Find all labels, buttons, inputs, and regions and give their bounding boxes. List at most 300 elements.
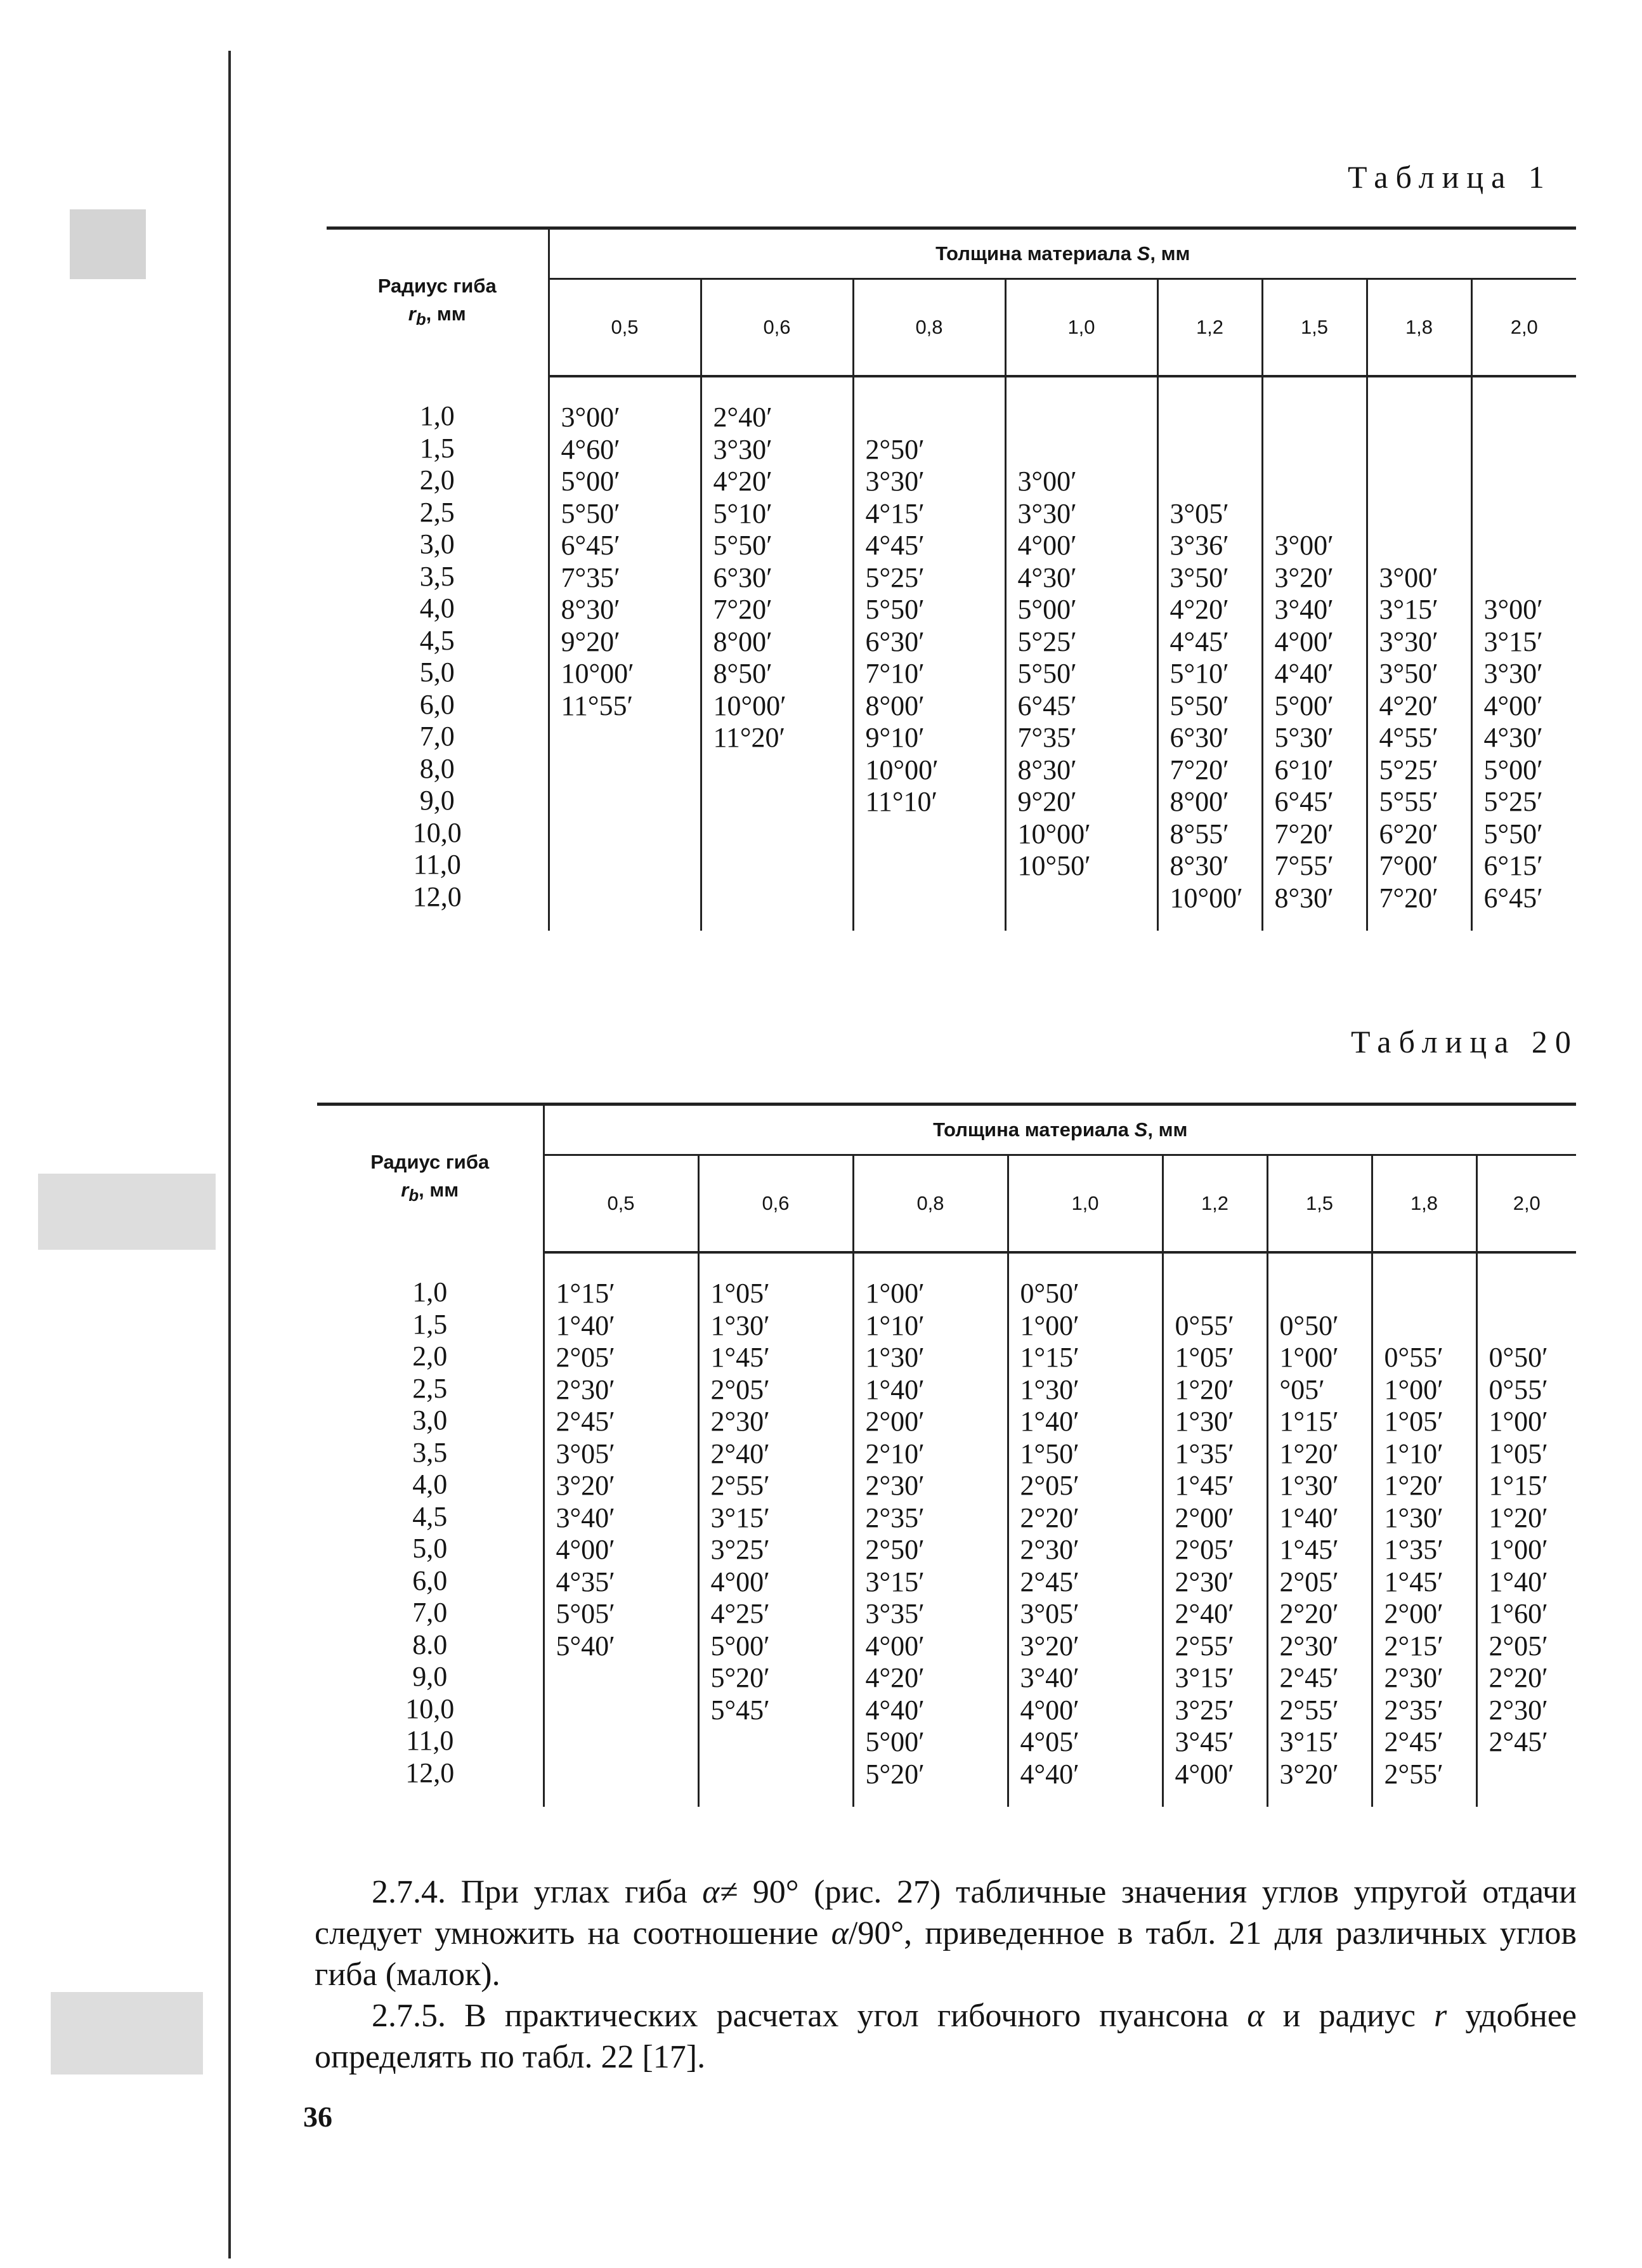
angle-value: 1°20′ [1175,1373,1234,1405]
table-row [317,1252,1576,1807]
angle-value: 9°20′ [1017,786,1077,817]
angle-value [1275,498,1366,530]
table-19-caption: Таблица 1 [1348,159,1568,195]
angle-column [1163,1252,1267,1807]
angle-value: 4°60′ [561,433,620,465]
angle-value: 5°10′ [713,497,772,529]
angle-value: 1°00′ [865,1278,925,1309]
angle-value: 8°55′ [1170,818,1229,849]
thickness-column-header: 2,0 [1476,1155,1576,1253]
radius-value: 1,0 [412,1276,448,1308]
angle-value: 2°40′ [713,402,772,433]
thickness-column-header: 1,0 [1005,279,1157,377]
angle-value: 11°55′ [561,690,634,721]
angle-value [561,722,700,754]
angle-value: 4°00′ [1483,690,1543,721]
scan-speckle [38,1174,216,1250]
radius-value: 2,5 [412,1372,448,1404]
scan-speckle [51,1992,203,2075]
angle-value: 3°30′ [713,433,772,465]
angle-value: 2°30′ [710,1406,770,1437]
radius-value: 2,5 [419,496,455,528]
angle-value [556,1662,698,1694]
angle-column [1471,376,1576,931]
angle-column [544,1252,698,1807]
p1-text-c: /90°, приведенное в табл. 21 для различных углов гиба (малок). [315,1915,1577,1993]
radius-value: 8.0 [412,1629,448,1660]
angle-value: 1°00′ [1489,1406,1548,1437]
angle-value: 1°40′ [1279,1502,1339,1533]
angle-value: 9°10′ [865,722,925,753]
angle-value [1170,402,1261,434]
radius-value: 4,5 [419,624,455,656]
angle-value [1379,466,1471,498]
angle-value: 7°20′ [1379,882,1438,914]
radius-value: 2,0 [412,1340,448,1372]
angle-value: 2°30′ [556,1373,615,1405]
angle-value: 2°55′ [1175,1630,1234,1662]
angle-value: 6°45′ [1017,690,1077,721]
angle-value: 4°30′ [1483,722,1543,753]
angle-value: 1°40′ [1020,1406,1079,1437]
angle-value: 0°50′ [1020,1278,1079,1309]
angle-value: 1°20′ [1279,1438,1339,1469]
angle-value: 1°00′ [1489,1534,1548,1565]
angle-value: 10°00′ [561,658,634,689]
angle-value [1379,530,1471,562]
angle-column [698,1252,853,1807]
angle-value: 3°25′ [1175,1694,1234,1726]
angle-value: 1°35′ [1384,1534,1443,1565]
angle-value: 7°20′ [713,594,772,625]
angle-value: 7°55′ [1274,850,1334,881]
angle-column [1005,376,1157,931]
angle-value: 3°45′ [1175,1726,1234,1757]
angle-value [1018,882,1157,915]
angle-value: 3°05′ [1020,1598,1079,1629]
angle-value: 1°15′ [556,1278,615,1309]
angle-value [561,786,700,818]
angle-value: 1°50′ [1020,1438,1079,1469]
angle-value: 2°40′ [1175,1598,1234,1629]
thickness-column-header: 1,5 [1267,1155,1372,1253]
radius-value: 11,0 [413,849,461,880]
angle-value: 10°00′ [1017,818,1091,849]
angle-value: 1°45′ [1384,1566,1443,1597]
angle-value: 2°00′ [865,1406,925,1437]
angle-value: 5°50′ [561,497,620,529]
radius-value: 2,0 [419,464,455,495]
angle-value: 2°30′ [1020,1534,1079,1565]
angle-value [711,1759,852,1791]
angle-value: 3°00′ [561,402,620,433]
angle-column [549,376,701,931]
angle-value: 4°20′ [1170,594,1229,625]
angle-value [713,850,852,882]
angle-value: 3°15′ [1379,594,1438,625]
angle-value: 5°00′ [1274,690,1334,721]
radius-subscript: b [415,311,426,329]
angle-value: 6°30′ [1170,722,1229,753]
angle-value: 2°50′ [865,1534,925,1565]
angle-value [1018,402,1157,434]
radius-value: 3,0 [412,1405,448,1436]
angle-value [1275,402,1366,434]
angle-value: 5°55′ [1379,786,1438,817]
alpha-symbol: α≠ [702,1874,738,1910]
angle-value: 3°30′ [1379,626,1438,657]
angle-value: 1°45′ [1175,1470,1234,1501]
angle-value: °05′ [1279,1373,1325,1405]
angle-value: 5°10′ [1170,658,1229,689]
angle-column [853,376,1005,931]
thickness-header [549,228,1576,279]
angle-value: 3°30′ [1017,497,1077,529]
angle-value: 4°00′ [556,1534,615,1565]
angle-value: 4°35′ [556,1566,615,1597]
angle-value: 2°30′ [1279,1630,1339,1662]
angle-value: 1°15′ [1279,1406,1339,1437]
p1-text-a: 2.7.4. При углах гиба [372,1874,703,1910]
angle-value: 6°45′ [1483,882,1543,914]
angle-value: 11°10′ [865,786,938,817]
angle-value [1484,402,1577,434]
angle-value: 2°50′ [865,433,925,465]
angle-value: 6°15′ [1483,850,1543,881]
angle-value: 7°00′ [1379,850,1438,881]
angle-value: 2°05′ [1489,1630,1548,1662]
radius-label: Радиус гиба [370,1150,490,1173]
angle-value: 6°10′ [1274,754,1334,785]
angle-value: 4°00′ [1017,530,1077,561]
angle-value [1484,530,1577,562]
angle-value: 3°40′ [1274,594,1334,625]
angle-value: 1°30′ [865,1342,925,1373]
angle-value: 8°00′ [865,690,925,721]
angle-value: 2°05′ [710,1373,770,1405]
angle-column [1372,1252,1476,1807]
angle-value: 3°00′ [1017,466,1077,497]
angle-value: 8°00′ [713,626,772,657]
angle-value: 0°55′ [1175,1309,1234,1341]
angle-value [1018,434,1157,466]
angle-value [1489,1310,1577,1342]
radius-value: 7,0 [412,1597,448,1628]
thickness-label: Толщина материала [933,1118,1135,1141]
angle-value: 4°55′ [1379,722,1438,753]
angle-value [713,882,852,915]
angle-value: 3°20′ [1274,561,1334,593]
angle-value: 2°20′ [1020,1502,1079,1533]
table-20 [317,1103,1576,1807]
angle-value [1379,434,1471,466]
angle-value [556,1726,698,1759]
angle-value: 5°40′ [556,1630,615,1662]
angle-value: 3°15′ [865,1566,925,1597]
angle-value: 4°00′ [865,1630,925,1662]
angle-value [713,754,852,787]
angle-value: 1°10′ [865,1309,925,1341]
angle-value: 2°05′ [1279,1566,1339,1597]
angle-value [1385,1278,1476,1310]
radius-subscript: b [408,1187,419,1205]
radius-value: 1,0 [419,400,455,431]
thickness-unit: , мм [1150,242,1190,265]
angle-value [1379,402,1471,434]
angle-value [561,850,700,882]
angle-value: 4°15′ [865,497,925,529]
angle-value: 3°50′ [1379,658,1438,689]
angle-value [1484,498,1577,530]
angle-value: 2°20′ [1279,1598,1339,1629]
p2-text-b: и радиус [1264,1998,1435,2034]
angle-value: 3°05′ [556,1438,615,1469]
angle-value [713,818,852,851]
thickness-column-header: 0,6 [701,279,853,377]
thickness-column-header: 1,8 [1367,279,1471,377]
angle-value: 2°35′ [1384,1694,1443,1726]
angle-value: 3°20′ [556,1470,615,1501]
angle-value: 3°15′ [1175,1662,1234,1693]
angle-value: 10°00′ [713,690,786,721]
radius-value: 9,0 [419,785,455,816]
thickness-column-header: 1,8 [1372,1155,1476,1253]
angle-value: 0°55′ [1384,1342,1443,1373]
angle-value: 11°20′ [713,722,786,753]
radius-symbol: r [408,302,416,325]
angle-value: 2°30′ [1175,1566,1234,1597]
angle-value: 3°00′ [1274,530,1334,561]
angle-value [561,818,700,851]
angle-value: 3°15′ [710,1502,770,1533]
angle-value: 4°20′ [1379,690,1438,721]
angle-value: 5°50′ [1170,690,1229,721]
angle-value: 5°50′ [713,530,772,561]
angle-value [1275,434,1366,466]
angle-value: 1°00′ [1384,1373,1443,1405]
angle-value: 1°30′ [1175,1406,1234,1437]
angle-value: 4°40′ [865,1694,925,1726]
angle-value: 8°50′ [713,658,772,689]
angle-value: 5°25′ [1017,626,1077,657]
radius-symbol: r [401,1178,409,1201]
thickness-column-header: 1,2 [1157,279,1262,377]
radius-value: 4,5 [412,1500,448,1532]
radius-value: 4,0 [412,1469,448,1500]
angle-column [1008,1252,1163,1807]
angle-value: 2°45′ [556,1406,615,1437]
angle-value: 1°05′ [1175,1342,1234,1373]
radius-value: 9,0 [412,1661,448,1692]
angle-value [711,1726,852,1759]
angle-value: 2°45′ [1489,1726,1548,1757]
angle-value: 2°30′ [1489,1694,1548,1726]
angle-value: 5°00′ [710,1630,770,1662]
angle-value [1484,562,1577,594]
angle-value: 3°25′ [710,1534,770,1565]
angle-value: 5°00′ [561,466,620,497]
table-19 [327,226,1576,931]
p2-text-a: 2.7.5. В практических расчетах угол гибочного пуансона [372,1998,1248,2034]
thickness-column-header: 0,8 [853,279,1005,377]
angle-value [556,1759,698,1791]
angle-value: 2°05′ [556,1342,615,1373]
angle-value: 2°40′ [710,1438,770,1469]
angle-value: 3°05′ [1170,497,1229,529]
angle-value: 6°45′ [1274,786,1334,817]
angle-value: 5°25′ [1483,786,1543,817]
angle-value: 7°20′ [1170,754,1229,785]
angle-value: 4°45′ [865,530,925,561]
angle-value: 1°30′ [1384,1502,1443,1533]
angle-value: 5°05′ [556,1598,615,1629]
angle-column [1367,376,1471,931]
angle-value: 2°00′ [1384,1598,1443,1629]
radius-value: 10,0 [405,1693,455,1724]
angle-column [1262,376,1367,931]
angle-value: 4°00′ [1175,1758,1234,1790]
angle-value: 10°50′ [1017,850,1091,881]
angle-value: 4°00′ [1020,1694,1079,1726]
angle-value: 5°00′ [865,1726,925,1757]
radius-unit: , мм [419,1178,459,1201]
radius-value: 3,0 [419,528,455,560]
angle-value [1484,466,1577,498]
angle-value: 2°05′ [1175,1534,1234,1565]
angle-value: 2°10′ [865,1438,925,1469]
radius-column [327,376,549,931]
page-number: 36 [303,2101,332,2133]
angle-value [1489,1278,1577,1310]
thickness-column-header: 0,5 [549,279,701,377]
angle-value: 2°45′ [1020,1566,1079,1597]
angle-value: 1°15′ [1489,1470,1548,1501]
angle-value: 2°15′ [1384,1630,1443,1662]
angle-value: 1°05′ [1384,1406,1443,1437]
angle-value: 1°40′ [556,1309,615,1341]
angle-value: 3°40′ [556,1502,615,1533]
angle-value: 2°55′ [1279,1694,1339,1726]
angle-value [1170,434,1261,466]
angle-value: 2°55′ [1384,1758,1443,1790]
radius-symbol: r [1434,1998,1447,2034]
angle-value: 4°45′ [1170,626,1229,657]
scan-speckle [70,209,146,279]
angle-value: 3°20′ [1020,1630,1079,1662]
angle-value: 5°20′ [710,1662,770,1693]
angle-value: 8°30′ [1170,850,1229,881]
radius-value: 3,5 [412,1436,448,1468]
angle-value [561,882,700,915]
angle-value: 1°30′ [710,1309,770,1341]
radius-value: 1,5 [419,432,455,464]
page-binding-line [228,51,231,2258]
angle-value: 5°20′ [865,1758,925,1790]
angle-value: 8°00′ [1170,786,1229,817]
angle-value: 6°30′ [865,626,925,657]
radius-value: 12,0 [405,1757,455,1788]
angle-value: 2°00′ [1175,1502,1234,1533]
thickness-column-header: 1,0 [1008,1155,1163,1253]
radius-value: 6,0 [412,1564,448,1596]
angle-value: 1°05′ [710,1278,770,1309]
angle-value: 10°00′ [1170,882,1243,914]
radius-column-header [317,1105,544,1253]
angle-value: 2°20′ [1489,1662,1548,1693]
radius-unit: , мм [426,302,466,325]
angle-value: 4°30′ [1017,561,1077,593]
angle-value: 3°35′ [865,1598,925,1629]
angle-value: 3°00′ [1483,594,1543,625]
angle-value: 4°05′ [1020,1726,1079,1757]
angle-column [701,376,853,931]
radius-column-header [327,228,549,377]
angle-value: 1°10′ [1384,1438,1443,1469]
angle-value: 2°30′ [865,1470,925,1501]
angle-value: 3°00′ [1379,561,1438,593]
thickness-label: Толщина материала [935,242,1137,265]
angle-value: 7°20′ [1274,818,1334,849]
angle-value: 4°20′ [865,1662,925,1693]
radius-value: 4,0 [419,593,455,624]
angle-column [1157,376,1262,931]
angle-value: 2°45′ [1384,1726,1443,1757]
radius-value: 3,5 [419,560,455,592]
radius-value: 7,0 [419,721,455,752]
angle-value: 5°45′ [710,1694,770,1726]
angle-value: 1°00′ [1020,1309,1079,1341]
p1-text-b: 90° (рис. 27) табличные значения углов упругой отдачи следует умножить на соотношение [315,1874,1577,1951]
angle-value [1175,1278,1267,1310]
thickness-column-header: 0,6 [698,1155,853,1253]
table-20-caption: Таблица 20 [1351,1024,1579,1059]
angle-value: 3°20′ [1279,1758,1339,1790]
paragraph-2-7-4 [315,1871,1577,1995]
radius-value: 12,0 [412,881,462,912]
angle-value: 2°35′ [865,1502,925,1533]
angle-value: 5°25′ [1379,754,1438,785]
radius-value: 11,0 [406,1725,454,1756]
angle-value [561,754,700,787]
angle-value: 3°15′ [1483,626,1543,657]
thickness-symbol: S [1137,242,1150,265]
angle-value: 5°50′ [1017,658,1077,689]
angle-value: 1°15′ [1020,1342,1079,1373]
paragraph-2-7-5 [315,1995,1577,2078]
angle-value: 2°55′ [710,1470,770,1501]
angle-value [1275,466,1366,498]
angle-value: 7°35′ [561,561,620,593]
angle-value: 3°36′ [1170,530,1229,561]
thickness-column-header: 0,5 [544,1155,698,1253]
thickness-symbol: S [1134,1118,1148,1141]
thickness-column-header: 0,8 [853,1155,1008,1253]
angle-value: 1°60′ [1489,1598,1548,1629]
angle-value: 6°45′ [561,530,620,561]
angle-value: 6°20′ [1379,818,1438,849]
angle-value: 6°30′ [713,561,772,593]
p2-text-c: удобнее определять по табл. 22 [17]. [315,1998,1577,2075]
angle-value: 5°00′ [1017,594,1077,625]
angle-value: 4°40′ [1020,1758,1079,1790]
angle-value: 0°55′ [1489,1373,1548,1405]
angle-value: 3°30′ [865,466,925,497]
angle-value [556,1694,698,1727]
angle-value: 3°50′ [1170,561,1229,593]
angle-value: 1°40′ [865,1373,925,1405]
angle-value: 10°00′ [865,754,939,785]
angle-value: 1°30′ [1279,1470,1339,1501]
